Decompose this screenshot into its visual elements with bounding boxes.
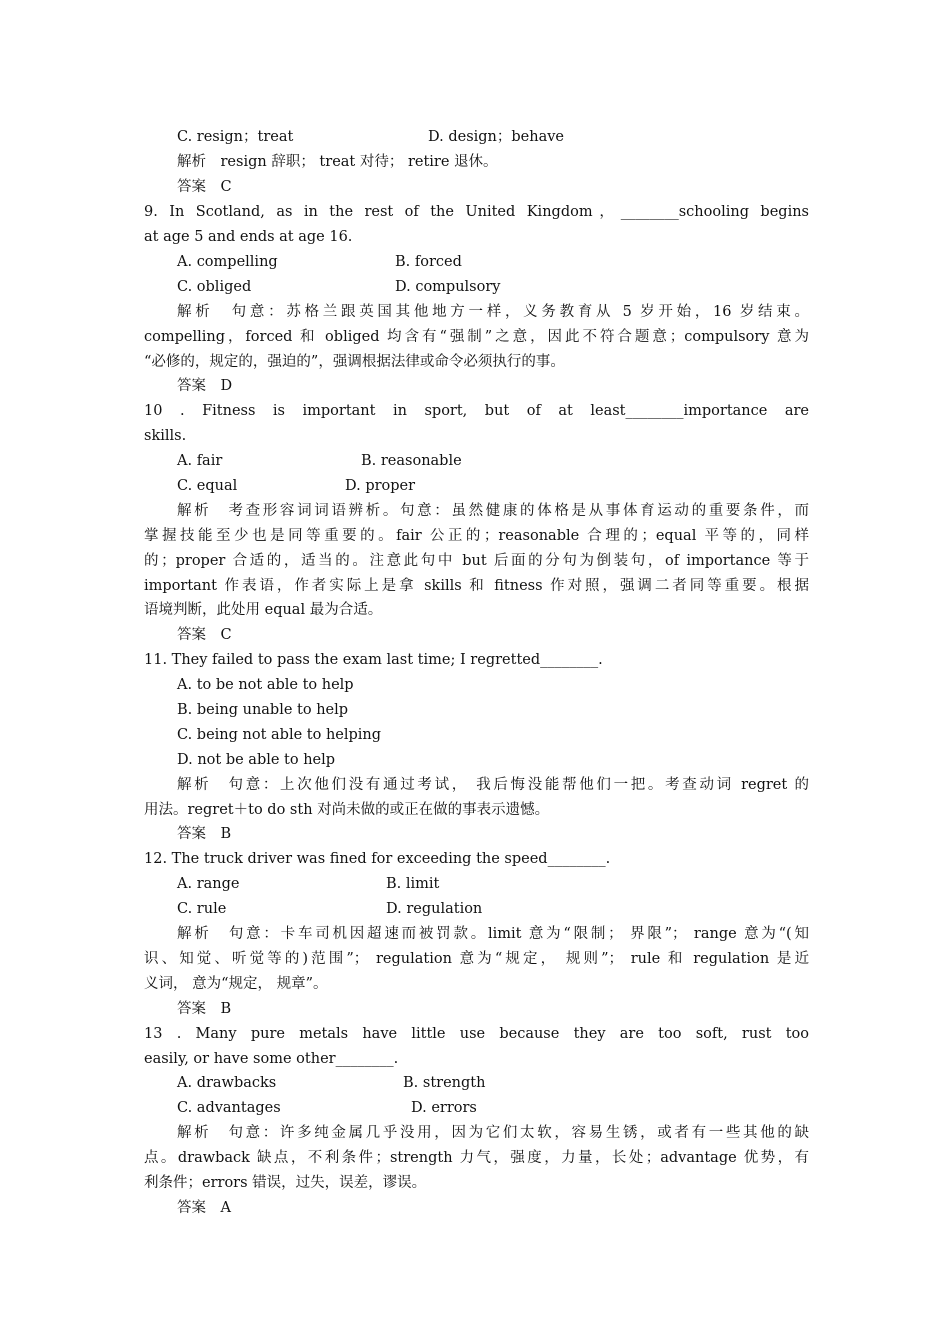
analysis-text: 解析 句意：卡车司机因超速而被罚款。limit 意为“限制； 界限”； range 意为“(知 [177,926,809,942]
option-a: A. fair [177,453,223,469]
analysis-text: 解析 考查形容词词语辨析。句意：虽然健康的体格是从事体育运动的重要条件，而 [177,503,809,519]
option-d: D. errors [411,1100,477,1116]
option-row [177,476,809,496]
question-9-stem: 9. In Scotland, as in the rest of the United Kingdom，________schooling begins [144,204,809,220]
option-d: D. compulsory [395,279,501,295]
option-d: D. not be able to help [177,752,336,768]
option-b: B. forced [395,254,462,270]
question-12-stem: 12. The truck driver was fined for exceeding the speed________. [144,851,611,867]
answer-text: 答案 B [177,1001,232,1017]
analysis-text: 义词， 意为“规定， 规章”。 [144,976,328,992]
question-10-stem: 10 . Fitness is important in sport, but of at least________importance are [144,403,809,419]
analysis-text: 解析 句意：上次他们没有通过考试， 我后悔没能帮他们一把。考查动词 regret 的 [177,777,809,793]
analysis-text: 掌握技能至少也是同等重要的。fair 公正的；reasonable 合理的；equal 平等的，同样 [144,528,809,544]
analysis-text: compelling，forced 和 obliged 均含有“强制”之意，因此不符合题意；compulsory 意为 [144,329,809,345]
analysis-text: 用法。regret＋to do sth 对尚未做的或正在做的事表示遗憾。 [144,802,550,818]
answer-text: 答案 C [177,179,232,195]
question-10-stem-cont: skills. [144,428,187,444]
option-c: C. equal [177,478,238,494]
analysis-text: important 作表语，作者实际上是拿 skills 和 fitness 作对照，强调二者同等重要。根据 [144,578,809,594]
option-d: D. design；behave [428,129,565,145]
answer-text: 答案 D [177,378,233,394]
question-11-stem: 11. They failed to pass the exam last time; I regretted________. [144,652,603,668]
option-row [177,1098,809,1118]
answer-text: 答案 C [177,627,232,643]
option-row [177,252,809,272]
option-d: D. regulation [386,901,483,917]
option-a: A. to be not able to help [177,677,354,693]
option-b: B. limit [386,876,440,892]
analysis-text: 利条件；errors 错误，过失，误差，谬误。 [144,1175,427,1191]
option-c: C. advantages [177,1100,281,1116]
answer-text: 答案 A [177,1200,231,1216]
option-a: A. range [177,876,240,892]
analysis-text: 的；proper 合适的，适当的。注意此句中 but 后面的分句为倒装句，of importance 等于 [144,553,809,569]
analysis-text: 解析 句意：许多纯金属几乎没用，因为它们太软，容易生锈，或者有一些其他的缺 [177,1125,809,1141]
option-c: C. obliged [177,279,252,295]
option-c: C. resign；treat [177,129,294,145]
option-a: A. drawbacks [177,1075,277,1091]
answer-text: 答案 B [177,826,232,842]
question-13-stem: 13 . Many pure metals have little use because they are too soft, rust too [144,1026,809,1042]
option-row [177,277,809,297]
analysis-text: 解析 resign 辞职； treat 对待； retire 退休。 [177,154,498,170]
analysis-text: 点。drawback 缺点，不利条件；strength 力气，强度，力量，长处；advantage 优势，有 [144,1150,809,1166]
question-13-stem-cont: easily, or have some other________. [144,1051,399,1067]
option-row [177,1073,809,1093]
option-row [177,874,809,894]
option-c: C. being not able to helping [177,727,382,743]
option-c: C. rule [177,901,227,917]
option-row [177,451,809,471]
analysis-text: 解析 句意：苏格兰跟英国其他地方一样，义务教育从 5 岁开始，16 岁结束。 [177,304,809,320]
option-row [177,899,809,919]
option-row [177,127,809,147]
analysis-text: 语境判断，此处用 equal 最为合适。 [144,602,383,618]
option-d: D. proper [345,478,416,494]
question-9-stem-cont: at age 5 and ends at age 16. [144,229,353,245]
analysis-text: “必修的，规定的，强迫的”，强调根据法律或命令必须执行的事。 [144,354,565,370]
option-b: B. being unable to help [177,702,349,718]
option-b: B. strength [403,1075,486,1091]
option-a: A. compelling [177,254,278,270]
option-b: B. reasonable [361,453,462,469]
analysis-text: 识、知觉、听觉等的)范围”； regulation 意为“规定， 规则”； rule 和 regulation 是近 [144,951,809,967]
